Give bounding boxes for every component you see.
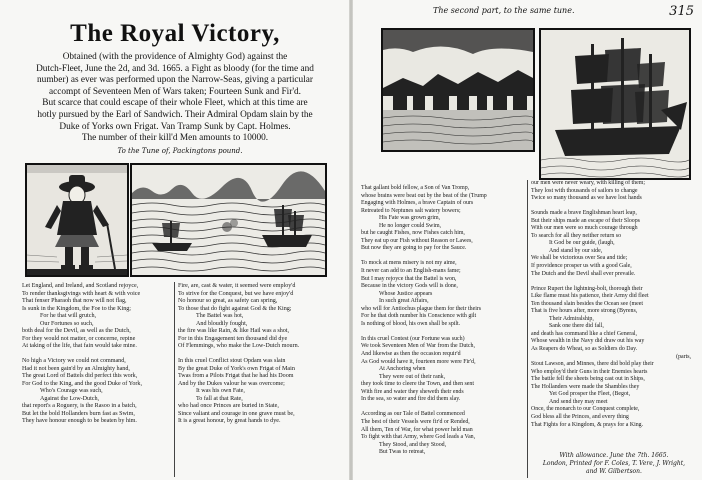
imprint-line: and W. Gilbertson. (586, 468, 642, 475)
subhead-line: Duke of Yorks own Frigat. Van Tramp Sunk by Capt. Holmes. (59, 121, 291, 132)
verse-line: Against the Low-Dutch, (40, 395, 100, 402)
ship-illustration (541, 30, 689, 178)
verse-line: At taking of the life, that fain would take mine. (22, 343, 137, 349)
town-illustration (383, 30, 533, 150)
verse-line: They were out of their rank, (379, 373, 446, 380)
verse-line: With fire and water they sheweth their ends (361, 388, 464, 395)
verse-line: To fall at that Rate, (196, 395, 243, 402)
verse-line: Of Flemmings, who make the Low-Dutch mourn. (178, 343, 300, 349)
verse-line (178, 351, 299, 359)
verse-line: At Anchoring when (379, 366, 426, 373)
verse-line: But Twas to retreat, (379, 449, 426, 456)
verse-line: For they would not matter, or concerne, repine (22, 335, 136, 342)
verse-line: The great Lord of Battels did perfect this work, (22, 373, 138, 379)
verse-line: His Fate was grown grim, (379, 215, 441, 222)
verse-line: and death has command like a chief General, (531, 330, 637, 337)
verse-line: In the sea, so water and fire did them slay. (361, 396, 461, 403)
verse-line: God bless all the Princes, and every thing (531, 413, 629, 420)
woodcut-ship (539, 28, 691, 180)
verse-line: Retreated to Neptunes salt watery bowers; (361, 207, 461, 214)
tune-direction: To the Tune of, Packingtons pound. (117, 147, 243, 155)
verse-line: Let England, and Ireland, and Scotland rejoyce, (22, 283, 139, 289)
verse-line: They have honour enough to be beaten by him. (22, 418, 137, 424)
verse-line: But I may rejoyce that the Battel is won, (361, 275, 457, 282)
verse-line: For he that doth number his Conscience with gilt (361, 313, 477, 320)
verse-line: who had once Princes are buried in State, (178, 403, 279, 409)
verse-line: As God would have it, fourteen more were Fir'd, (361, 358, 476, 365)
verse-line: The best of their Vessels were fir'd or Rended, (361, 418, 470, 425)
verse-line: If providence prosper us with a good Gale, (531, 263, 632, 270)
subhead-line: Obtained (with the providence of Almighty God) against the (62, 52, 288, 62)
verse-line (361, 253, 487, 261)
imprint-block (539, 452, 689, 476)
verse-line: The Hollanders were made the Shambles they (531, 383, 640, 390)
verse-line: It God be our guide, (laugh, (549, 240, 615, 247)
second-part-header: The second part, to the same tune. (433, 6, 575, 15)
subhead-line: But scarce that could escape of their whole Fleet, which at this time are (42, 98, 308, 109)
verse-line: According as our Tale of Battel commenced (361, 411, 465, 418)
verse-line: The battle fell the sheets being cast out in Ships, (531, 376, 645, 383)
verse-line: our men were never weary, with killing of them; (531, 180, 645, 186)
verse-line: But let the bold Hollanders burn fast as Swim, (22, 410, 135, 417)
verse-line: Who's Courage was such, (40, 388, 103, 394)
verse-line: But their ships made an escape of their Sloops (531, 217, 640, 224)
woodcut-town-fire (381, 28, 535, 152)
verse-line: And send they may meet (549, 398, 608, 405)
verse-line: And likewise as then the occasion requir'd (361, 351, 461, 358)
verse-line: Fire, are, cast & water, it seemed were employ'd (178, 283, 296, 289)
verse-line: They lost with thousands of sailors to change (531, 187, 638, 194)
verse-line: Yet God prosper the Fleet, (Begot, (549, 391, 631, 398)
subhead-line: Dutch-Fleet, June the 2d, and 3d. 1665. a Fight as bloody (for the time and (36, 63, 314, 74)
verse-column-right (531, 180, 691, 429)
verse-line: All them, Ten of War, for what power held man (361, 426, 473, 433)
verse-line: It was his own Fate, (196, 388, 245, 394)
verse-line: Stout Lawson, and Minnes, there did bold play their (531, 361, 654, 368)
verse-line: (parts, (676, 353, 691, 360)
verse-line: who will for Antiochus plague them for their theirs (361, 305, 482, 312)
verse-line (361, 328, 487, 336)
verse-line: Since valiant and courage in one grave must be, (178, 410, 295, 417)
verse-line: To search for all they neither return so (531, 232, 622, 239)
verse-line: To fight with that Army, where God leads a Van, (361, 434, 476, 441)
verse-line: It is a great honour, by great hands to dye. (178, 418, 281, 424)
verse-line: As Reapers do Wheat, so as Soldiers do Day. (531, 346, 638, 353)
verse-line: The Dutch and the Devil shall ever prevaile. (531, 270, 636, 277)
verse-line: Sounds made a brave Englishman heart leap, (531, 210, 637, 217)
verse-line: the fire was like Rain, & like Hail was a shot, (178, 328, 290, 334)
verse-line: We took Seventeen Men of War from the Dutch, (361, 343, 475, 350)
verse-line: Their Admiralship, (549, 315, 594, 322)
verse-line: For he that will grutch, (40, 313, 97, 319)
verse-line: Because in the victory Gods will is done, (361, 283, 458, 290)
verse-line: Once, the monarch to our Conquest complete, (531, 406, 640, 413)
verse-line: That Fights for a Kingdom, & prays for a King. (531, 421, 644, 428)
column-divider (174, 282, 175, 477)
verse-line: They eat up our Fish without Reason or Lawes, (361, 237, 473, 244)
verse-column-left (22, 283, 142, 426)
verse-line: And stand by our side, (549, 247, 603, 254)
verse-line: No high a Victory we could not command, (22, 358, 126, 364)
verse-line: whose brains were beat out by the beat of the (Trump (361, 192, 487, 199)
subhead-line: number) as ever was performed upon the Narrow-Seas, giving a particular (37, 75, 313, 86)
left-page (0, 0, 349, 480)
naval-battle-illustration (132, 165, 325, 275)
verse-line: And bloudily fought, (196, 320, 248, 327)
verse-line: Twice so many thousand as we have lost hands (531, 195, 642, 202)
right-page (353, 0, 702, 480)
ballad-subheading (14, 52, 336, 145)
verse-line: Is sunk in the Kingdom, the Foe to the King; (22, 305, 132, 312)
verse-line: Like flame must his patience, their Army did fleet (531, 293, 649, 300)
imprint-line: With allowance. June the 7th. 1665. (559, 452, 669, 459)
gentleman-illustration (27, 165, 127, 275)
verse-line: But now they are going to pay for the Sauce. (361, 245, 467, 252)
woodcut-naval-battle (130, 163, 327, 277)
verse-line: that report's a Roguery, is the Rasoo in a batch, (22, 403, 137, 409)
verse-line: For in this Engagement ten thousand did dye (178, 335, 288, 342)
verse-line: To those that do fight against God & the King; (178, 305, 292, 312)
verse-line: We shall be victorious over Sea and tide; (531, 255, 628, 262)
verse-line: both deal for the Devil, as well as the Dutch, (22, 328, 131, 334)
verse-line: but he caught Fishes, now Fishes catch him, (361, 230, 465, 237)
verse-line: Who employ'd their Guns in their Enemies hearts (531, 368, 648, 375)
verse-line: In this cruel Contest (our Fortune was such) (361, 335, 465, 342)
verse-line: Prince Rupert the lightning-bolt, thorough their (531, 285, 643, 292)
verse-line: they took time to cleere the Town, and then sent (361, 381, 475, 388)
verse-line: No honour so great, as safety can spring, (178, 298, 278, 304)
subhead-line: accompt of Seventeen Men of Wars taken; Fourteen Sunk and Fir'd. (49, 86, 301, 97)
verse-line: With our men were so much courage through (531, 225, 638, 232)
verse-line (531, 278, 691, 286)
verse-line: Whose wealth in the Navy did draw out his way (531, 338, 645, 345)
verse-line: He no longer could Swim, (379, 222, 442, 229)
verse-line: It never can add to an English-mans fame; (361, 268, 461, 275)
verse-line: Twas from a Pilots Frigat that he had his Doom (178, 373, 294, 379)
verse-line: Sank one there did fall, (549, 323, 604, 330)
verse-column-left (361, 185, 487, 457)
imprint-line: London, Printed for F. Coles, T. Vere, J. Wright, (542, 460, 686, 467)
verse-line: And by the Dukes valour he was overcome; (178, 380, 285, 387)
subhead-line: The number of their kill'd Men amounts to 10000. (81, 133, 269, 144)
subhead-line: hotly pursued by the Earl of Sandwich. Their Admiral Opdam slain by the (37, 109, 313, 120)
verse-line: They Stood, and they Stood, (379, 441, 447, 448)
verse-line: The Battel was hot, (196, 313, 244, 319)
verse-line: That gallant bold fellow, a Son of Van Tromp, (361, 185, 470, 191)
verse-line: Had it not been gain'd by an Almighty hand, (22, 365, 130, 372)
verse-line (531, 203, 691, 211)
verse-line: By the great Duke of York's own Frigat of Main (178, 365, 295, 372)
woodcut-gentleman (25, 163, 129, 277)
verse-line: To render thanksgivings with heart & with voice (22, 290, 141, 297)
verse-line: Is nothing of blood, his own shall be spilt. (361, 320, 461, 327)
page-number: 315 (669, 4, 694, 19)
verse-column-right (178, 283, 299, 426)
verse-line: To strive for the Conquest, but we have enjoy'd (178, 290, 294, 297)
verse-line: In such great Affairs, (379, 298, 429, 305)
ballad-title: The Royal Victory, (70, 20, 280, 47)
column-divider (527, 180, 528, 478)
verse-line: That fenser Pharaoh that now will not flag, (22, 298, 127, 304)
verse-line: To mock at mens misery is not my aime, (361, 260, 457, 267)
verse-line: That is five hours after, more strong (Byrens, (531, 308, 638, 315)
verse-line: Whose Justice appears (379, 290, 433, 297)
verse-line: Engaging with Holmes, a brave Captain of ours (361, 200, 474, 207)
verse-line: In this cruel Conflict stout Opdam was slain (178, 358, 286, 364)
verse-line: Ten thousand slain besides the Ocean see (meet (531, 300, 643, 307)
verse-line: For God to the King, and the good Duke of York, (22, 380, 143, 387)
verse-line: Our Fortunes so such, (40, 320, 94, 327)
verse-line (22, 351, 142, 359)
